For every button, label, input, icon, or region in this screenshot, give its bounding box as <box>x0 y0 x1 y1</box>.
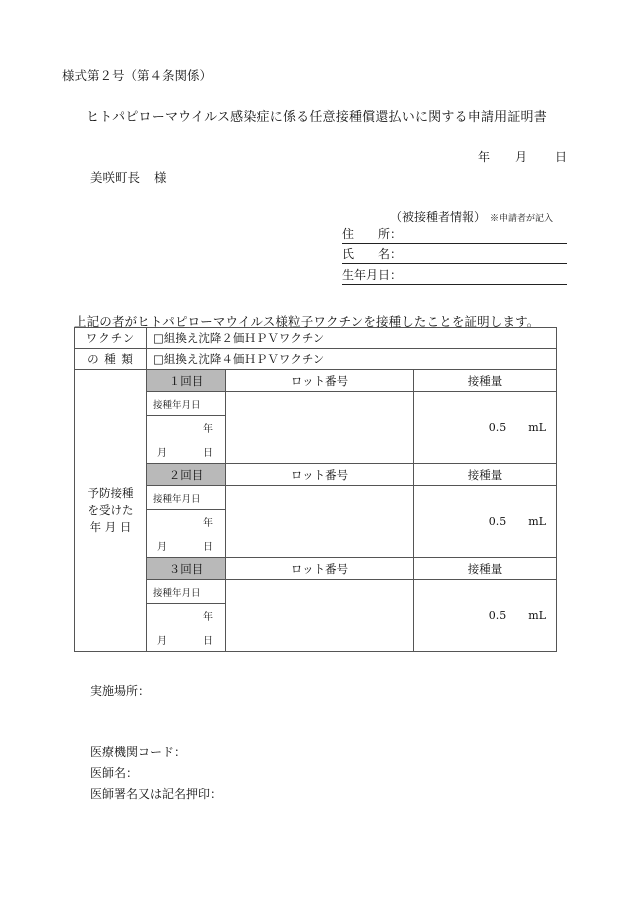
dose-round-2: ２回目 <box>147 464 226 486</box>
vaccination-date-field-2[interactable] <box>147 510 226 534</box>
vaccine-option-quadrivalent[interactable]: □組換え沈降４価ＨＰＶワクチン <box>147 349 557 370</box>
vaccination-date-label-line3: 年 月 日 <box>89 520 132 534</box>
medical-institution-code-label: 医療機関コード： <box>90 745 187 759</box>
dose-volume-1 <box>414 392 557 464</box>
vaccination-date-label-line2: を受けた <box>87 503 134 517</box>
lot-number-header-3: ロット番号 <box>226 558 414 580</box>
vaccination-date-field-1[interactable] <box>147 416 226 440</box>
name-label: 氏 名： <box>342 247 403 261</box>
volume-header-1: 接種量 <box>414 370 557 392</box>
date-year: 年 <box>478 150 491 164</box>
dose-volume-value-3: 0.5 <box>488 609 507 622</box>
address-label: 住 所： <box>342 227 403 241</box>
volume-header-2: 接種量 <box>414 464 557 486</box>
vaccination-date-field-2b[interactable] <box>147 534 226 558</box>
certification-statement: 上記の者がヒトパピローマウイルス様粒子ワクチンを接種したことを証明します。 <box>74 314 540 329</box>
address-field[interactable] <box>342 226 567 244</box>
dose-volume-unit-2: mL <box>528 515 547 528</box>
day-label-3: 日 <box>203 636 213 647</box>
vaccination-date-field-3b[interactable] <box>147 628 226 652</box>
dose-volume-value-1: 0.5 <box>488 421 507 434</box>
vaccination-date-field-1b[interactable] <box>147 440 226 464</box>
recipient-name: 美咲町長 <box>90 170 141 185</box>
year-label-3: 年 <box>203 612 213 623</box>
year-label-2: 年 <box>203 518 213 529</box>
vaccination-date-label-line1: 予防接種 <box>87 486 134 500</box>
lot-number-header-2: ロット番号 <box>226 464 414 486</box>
dose-volume-3 <box>414 580 557 652</box>
dose-round-3: ３回目 <box>147 558 226 580</box>
year-label-1: 年 <box>203 424 213 435</box>
lot-number-header-1: ロット番号 <box>226 370 414 392</box>
month-label-1: 月 <box>157 448 167 459</box>
month-label-2: 月 <box>157 542 167 553</box>
vaccine-type-label-1: ワクチン <box>75 328 147 349</box>
vaccination-date-label-2: 接種年月日 <box>147 486 226 510</box>
vaccination-date-label-3: 接種年月日 <box>147 580 226 604</box>
recipient-honorific: 様 <box>154 170 167 185</box>
doctor-signature-label: 医師署名又は記名押印： <box>90 787 223 801</box>
dose-volume-2 <box>414 486 557 558</box>
doctor-name-label: 医師名： <box>90 766 139 780</box>
month-label-3: 月 <box>157 636 167 647</box>
lot-number-field-1[interactable] <box>226 392 414 464</box>
recipient <box>90 168 167 186</box>
name-field[interactable] <box>342 246 567 264</box>
dose-volume-value-2: 0.5 <box>488 515 507 528</box>
dose-volume-unit-3: mL <box>528 609 547 622</box>
dose-round-1: １回目 <box>147 370 226 392</box>
day-label-2: 日 <box>203 542 213 553</box>
form-number: 様式第２号（第４条関係） <box>62 68 213 83</box>
lot-number-field-3[interactable] <box>226 580 414 652</box>
dob-field[interactable] <box>342 267 567 285</box>
date-day: 日 <box>555 150 568 164</box>
vaccinee-info-title: （被接種者情報） <box>390 210 487 224</box>
volume-header-3: 接種量 <box>414 558 557 580</box>
dob-label: 生年月日： <box>342 268 403 282</box>
vaccination-date-label-1: 接種年月日 <box>147 392 226 416</box>
date-month: 月 <box>515 150 528 164</box>
vaccine-option-bivalent[interactable]: □組換え沈降２価ＨＰＶワクチン <box>147 328 557 349</box>
lot-number-field-2[interactable] <box>226 486 414 558</box>
vaccinee-info-heading <box>390 208 553 225</box>
vaccination-table <box>74 327 557 652</box>
document-title: ヒトパピローマウイルス感染症に係る任意接種償還払いに関する申請用証明書 <box>86 110 547 125</box>
vaccination-date-field-3[interactable] <box>147 604 226 628</box>
implementation-place-label: 実施場所： <box>90 684 151 698</box>
vaccination-date-label <box>75 370 147 652</box>
vaccine-type-label-2: の 種 類 <box>75 349 147 370</box>
day-label-1: 日 <box>203 448 213 459</box>
dose-volume-unit-1: mL <box>528 421 547 434</box>
applicant-note: ※申請者が記入 <box>490 214 554 224</box>
